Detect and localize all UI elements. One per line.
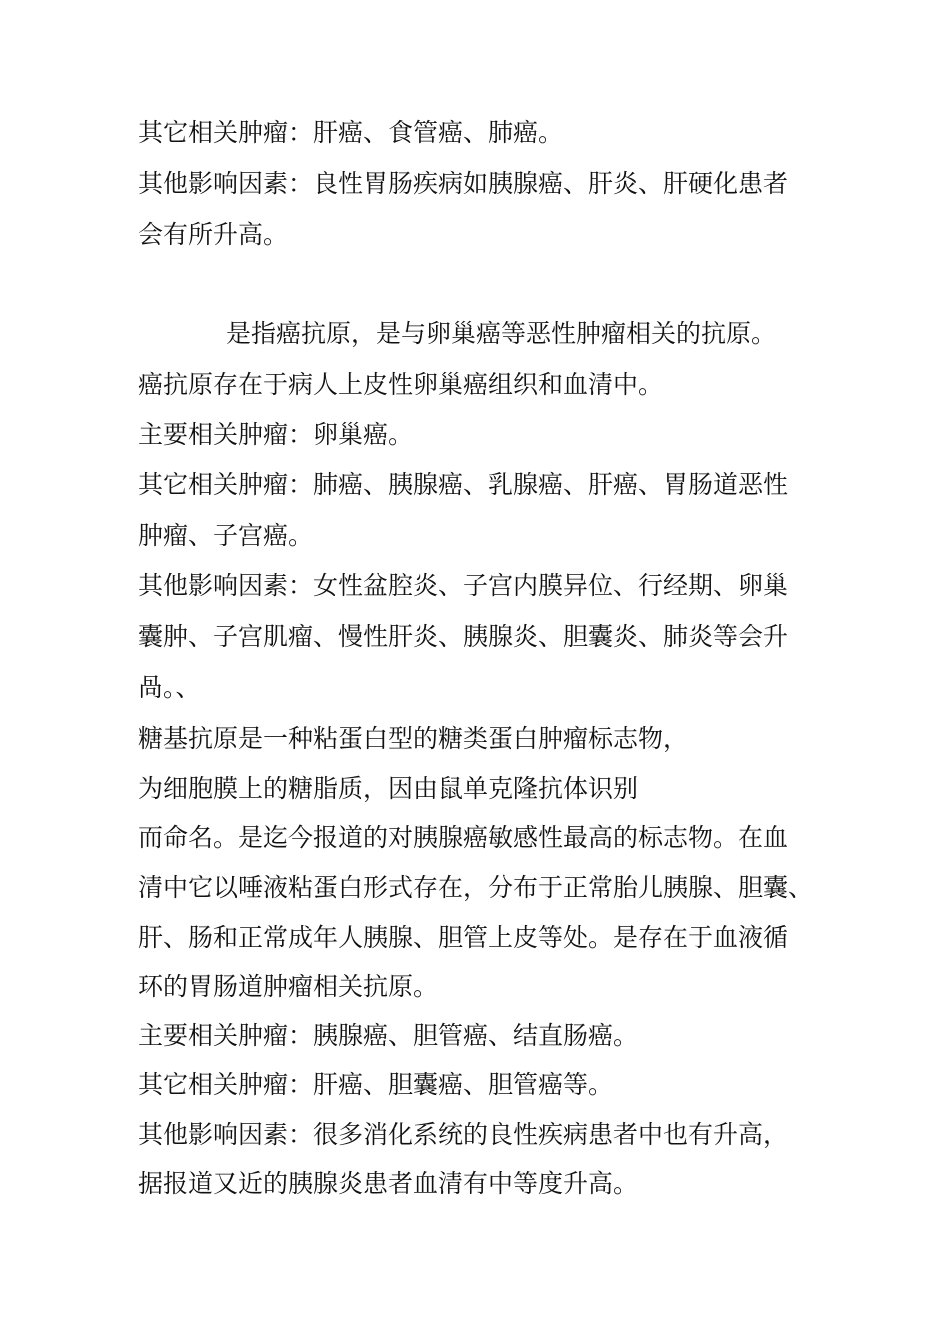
text-line: 环的胃肠道肿瘤相关抗原。 (138, 972, 439, 1001)
text-line: 其它相关肿瘤：肺癌、胰腺癌、乳腺癌、肝癌、胃肠道恶性 (138, 470, 789, 499)
text-line: 为细胞膜上的糖脂质，因由鼠单克隆抗体识别 (138, 774, 639, 803)
text-line: 咼。、 (138, 673, 201, 702)
text-line: 其他影响因素：女性盆腔炎、子宫内膜异位、行经期、卵巢 (138, 571, 789, 600)
text-line: 会有所升高。 (138, 220, 289, 249)
text-line: 清中它以唾液粘蛋白形式存在，分布于正常胎儿胰腺、胆囊、 (138, 873, 814, 902)
text-line: 癌抗原存在于病人上皮性卵巢癌组织和血清中。 (138, 370, 664, 399)
text-line: 其它相关肿瘤：肝癌、胆囊癌、胆管癌等。 (138, 1070, 614, 1099)
text-line: 是指癌抗原，是与卵巢癌等恶性肿瘤相关的抗原。 (226, 319, 777, 348)
text-line: 主要相关肿瘤：胰腺癌、胆管癌、结直肠癌。 (138, 1021, 639, 1050)
text-line: 肿瘤、子宫癌。 (138, 521, 314, 550)
text-line: 囊肿、子宫肌瘤、慢性肝炎、胰腺炎、胆囊炎、肺炎等会升 (138, 622, 789, 651)
text-line: 其他影响因素：很多消化系统的良性疾病患者中也有升高， (138, 1120, 789, 1149)
text-line: 其它相关肿瘤：肝癌、食管癌、肺癌。 (138, 118, 564, 147)
text-line: 据报道又近的胰腺炎患者血清有中等度升高。 (138, 1169, 639, 1198)
text-line: 肝、肠和正常成年人胰腺、胆管上皮等处。是存在于血液循 (138, 923, 789, 952)
text-line: 糖基抗原是一种粘蛋白型的糖类蛋白肿瘤标志物， (138, 724, 689, 753)
text-line: 而命名。是迄今报道的对胰腺癌敏感性最高的标志物。在血 (138, 823, 789, 852)
text-line: 主要相关肿瘤：卵巢癌。 (138, 420, 414, 449)
text-line: 其他影响因素：良性胃肠疾病如胰腺癌、肝炎、肝硬化患者 (138, 169, 789, 198)
